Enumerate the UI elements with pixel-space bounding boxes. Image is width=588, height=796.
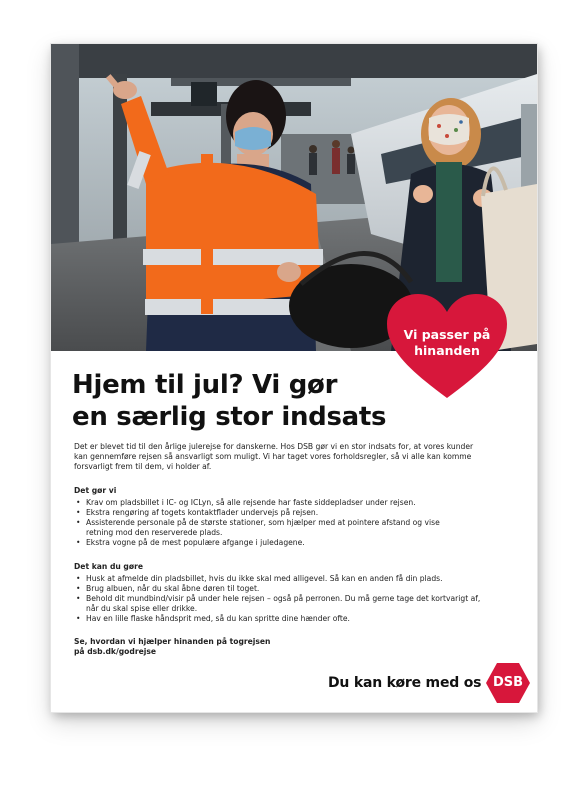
intro-line: kan gennemføre rejsen så ansvarligt som muligt. Vi har taget vores forholdsregler, så vi alle kan komme bbox=[74, 452, 472, 461]
intro-paragraph bbox=[74, 442, 504, 472]
list-item bbox=[86, 584, 504, 594]
section-title-det-gor-vi: Det gør vi bbox=[74, 486, 117, 495]
list-item-text: • Brug albuen, når du skal åbne døren til toget. bbox=[86, 584, 260, 593]
intro-line: forsvarligt frem til dem, vi holder af. bbox=[74, 462, 212, 471]
list-item-text: • Behold dit mundbind/visir på under hele rejsen – også på perronen. Du må gerne tage det kortvarigt af, bbox=[86, 594, 481, 603]
list-item bbox=[86, 518, 504, 538]
body-content bbox=[74, 442, 504, 657]
list-item-text: når du skal spise eller drikke. bbox=[86, 604, 198, 613]
list-item bbox=[86, 594, 504, 614]
cta-line1: Se, hvordan vi hjælper hinanden på togrejsen bbox=[74, 637, 271, 646]
poster bbox=[51, 44, 537, 712]
cta-link[interactable]: på dsb.dk/godrejse bbox=[74, 647, 156, 656]
headline-line2: en særlig stor indsats bbox=[72, 402, 387, 432]
dsb-logo-text: DSB bbox=[492, 675, 524, 690]
list-item-text: • Husk at afmelde din pladsbillet, hvis du ikke skal med alligevel. Så kan en anden få din plads. bbox=[86, 574, 443, 583]
list-item-text: • Krav om pladsbillet i IC- og ICLyn, så alle rejsende har faste siddepladser under rejsen. bbox=[86, 498, 416, 507]
section-title-det-kan-du-gore: Det kan du gøre bbox=[74, 562, 143, 571]
heart-badge-line1: Vi passer på bbox=[403, 327, 491, 342]
headline-line1: Hjem til jul? Vi gør bbox=[72, 370, 338, 400]
list-item-text: • Assisterende personale på de største stationer, som hjælper med at pointere afstand og vise bbox=[86, 518, 440, 527]
footer-tagline: Du kan køre med os bbox=[328, 675, 482, 691]
heart-badge-line2: hinanden bbox=[414, 343, 480, 358]
call-to-action bbox=[74, 637, 504, 657]
list-item-text: • Hav en lille flaske håndsprit med, så du kan spritte dine hænder ofte. bbox=[86, 614, 350, 623]
list-det-gor-vi bbox=[74, 498, 504, 548]
list-item-text: retning mod den reserverede plads. bbox=[86, 528, 223, 537]
list-item bbox=[86, 538, 504, 548]
list-item bbox=[86, 574, 504, 584]
list-item-text: • Ekstra vogne på de mest populære afgange i juledagene. bbox=[86, 538, 305, 547]
intro-line: Det er blevet tid til den årlige julerejse for danskerne. Hos DSB gør vi en stor indsats for, at vores kunder bbox=[74, 442, 474, 451]
list-item bbox=[86, 508, 504, 518]
headline bbox=[72, 369, 392, 433]
list-item bbox=[86, 498, 504, 508]
list-item bbox=[86, 614, 504, 624]
list-det-kan-du-gore bbox=[74, 574, 504, 624]
heart-badge-text bbox=[391, 327, 503, 359]
list-item-text: • Ekstra rengøring af togets kontaktflader undervejs på rejsen. bbox=[86, 508, 319, 517]
